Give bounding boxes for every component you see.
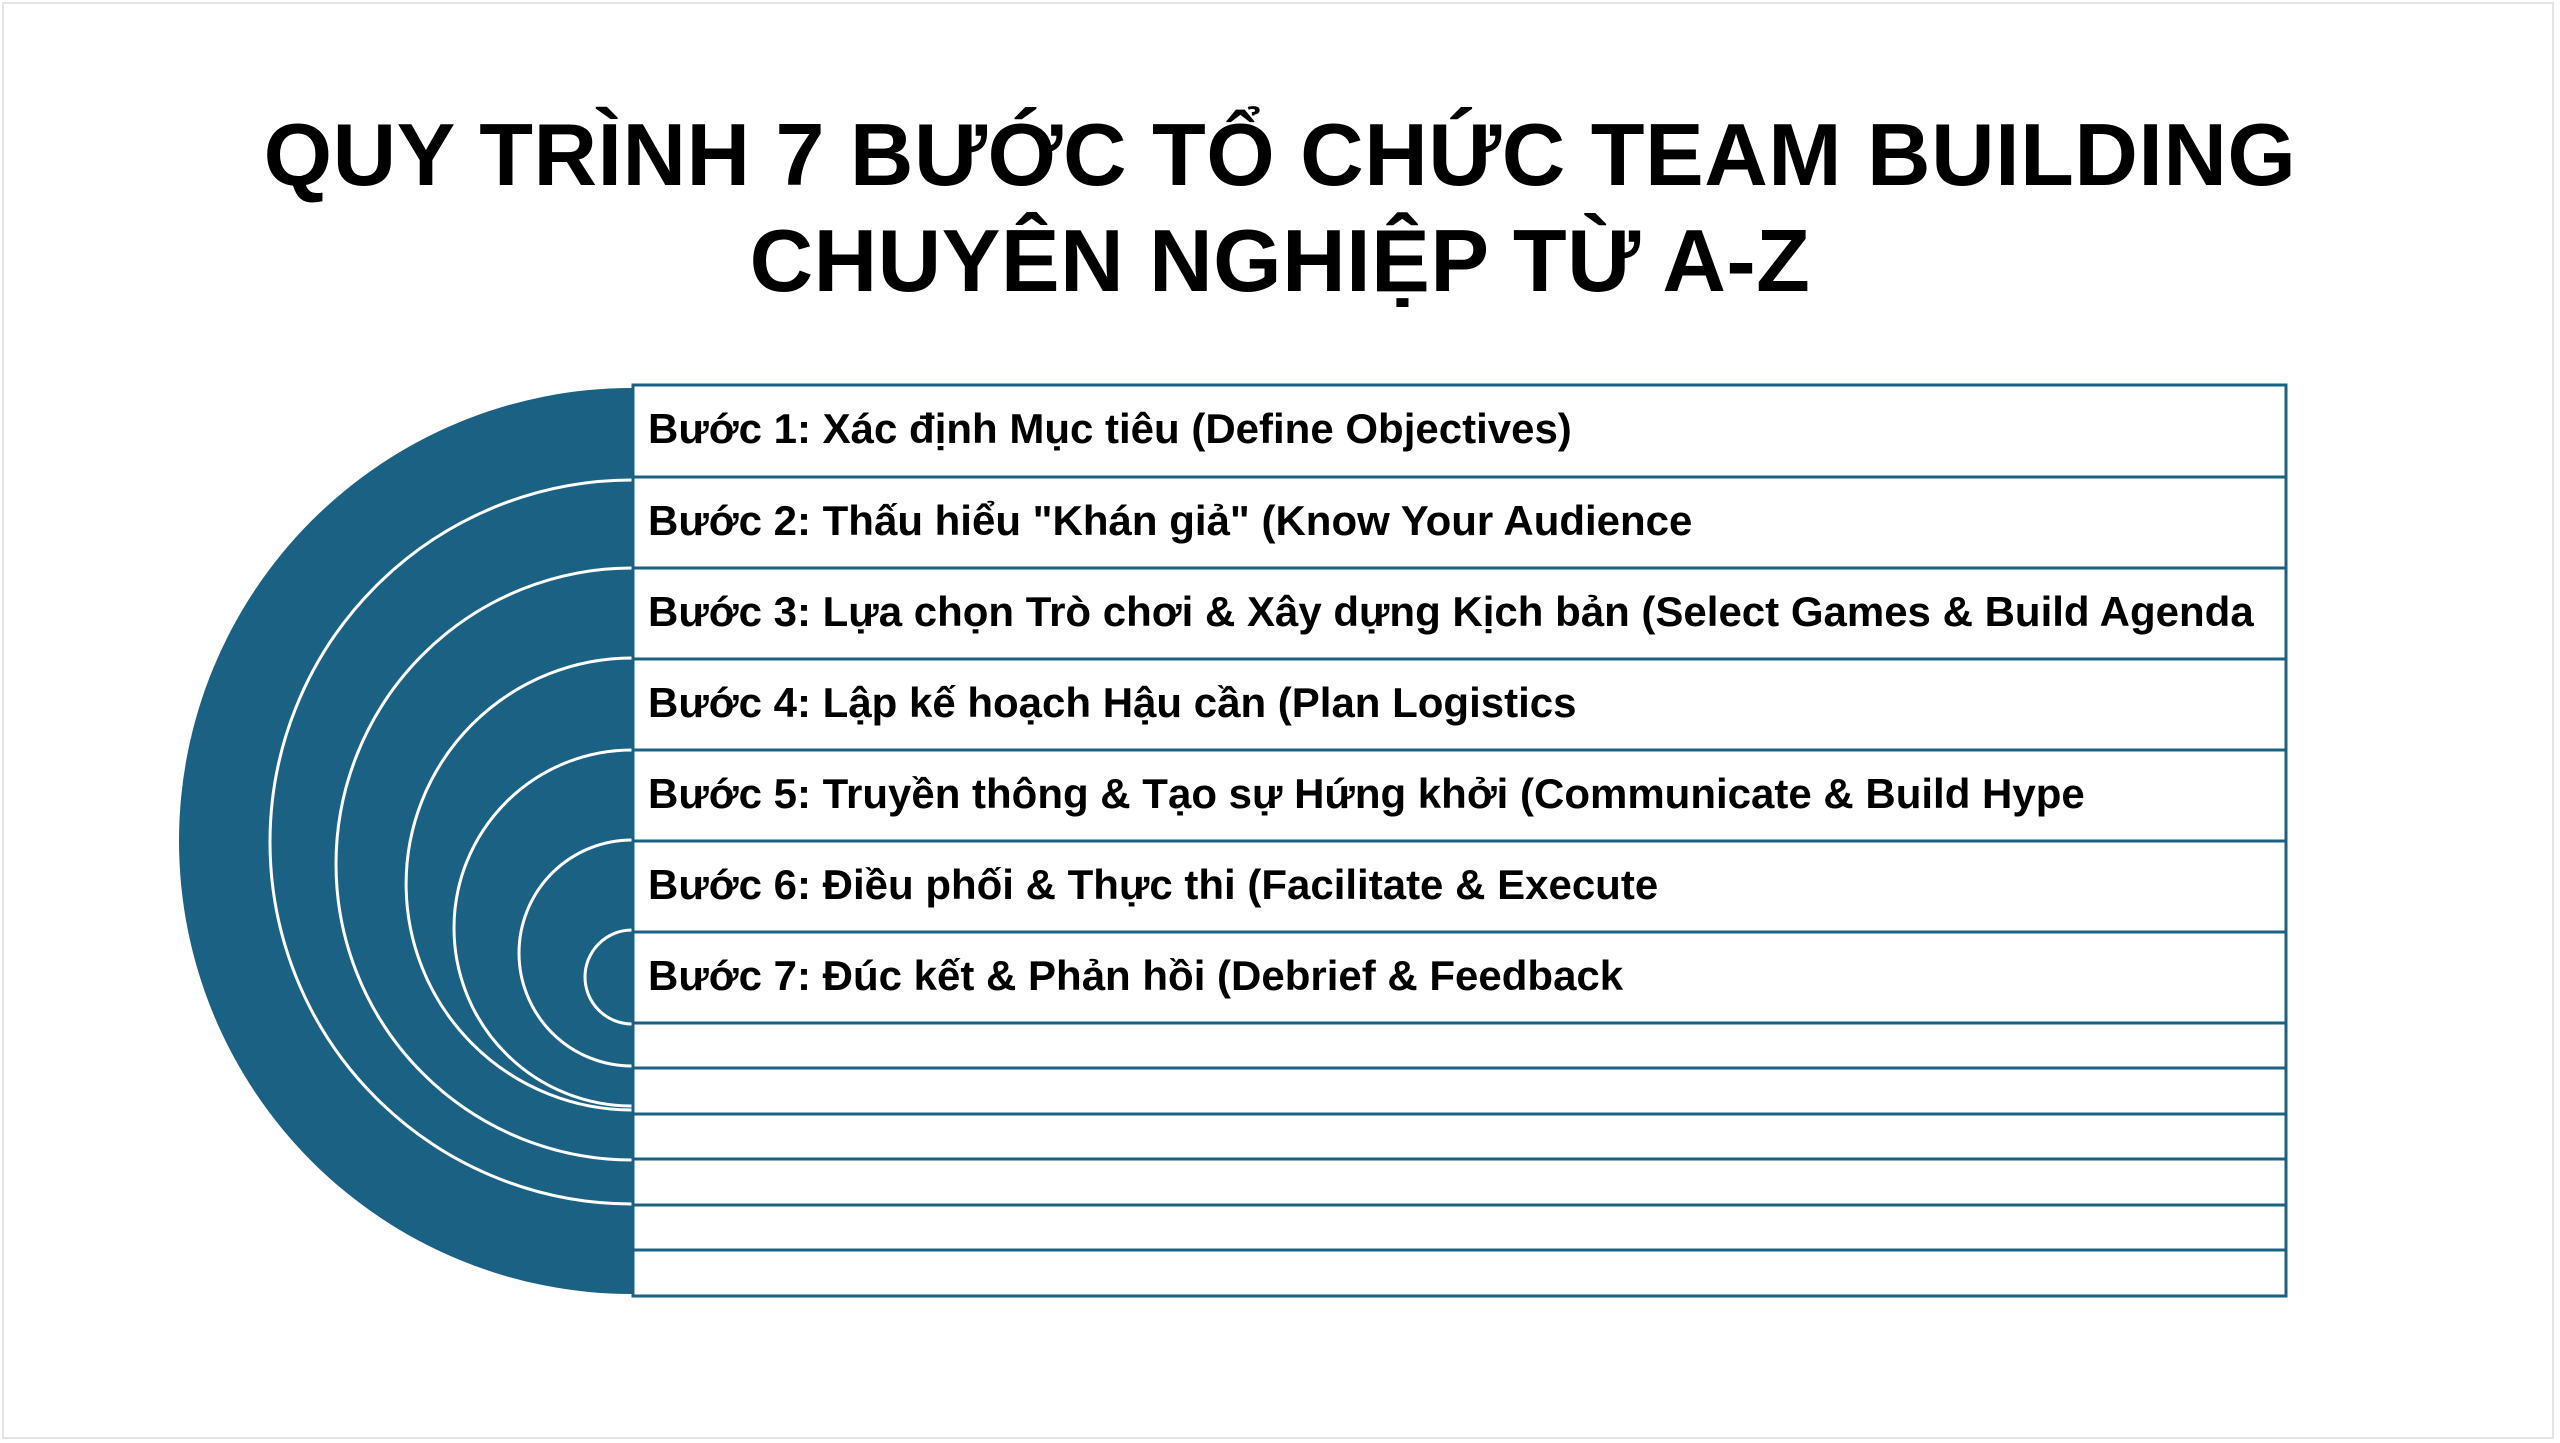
step-7-label: Bước 7: Đúc kết & Phản hồi (Debrief & Feedback (648, 952, 1624, 999)
concentric-arcs (179, 388, 632, 1294)
step-6-label: Bước 6: Điều phối & Thực thi (Facilitate & Execute (648, 861, 1659, 908)
title-line-1: QUY TRÌNH 7 BƯỚC TỔ CHỨC TEAM BUILDING (263, 105, 2297, 204)
step-labels (648, 405, 2254, 999)
step-5-label: Bước 5: Truyền thông & Tạo sự Hứng khởi (Communicate & Build Hype (648, 770, 2085, 817)
step-3-label: Bước 3: Lựa chọn Trò chơi & Xây dựng Kịch bản (Select Games & Build Agenda (648, 588, 2254, 635)
arc-outer-fill (179, 388, 632, 1294)
title-line-2: CHUYÊN NGHIỆP TỪ A-Z (749, 211, 1811, 310)
step-4-label: Bước 4: Lập kế hoạch Hậu cần (Plan Logistics (648, 679, 1577, 726)
step-2-label: Bước 2: Thấu hiểu "Khán giả" (Know Your Audience (648, 497, 1693, 544)
step-1-label: Bước 1: Xác định Mục tiêu (Define Objectives) (648, 405, 1572, 452)
